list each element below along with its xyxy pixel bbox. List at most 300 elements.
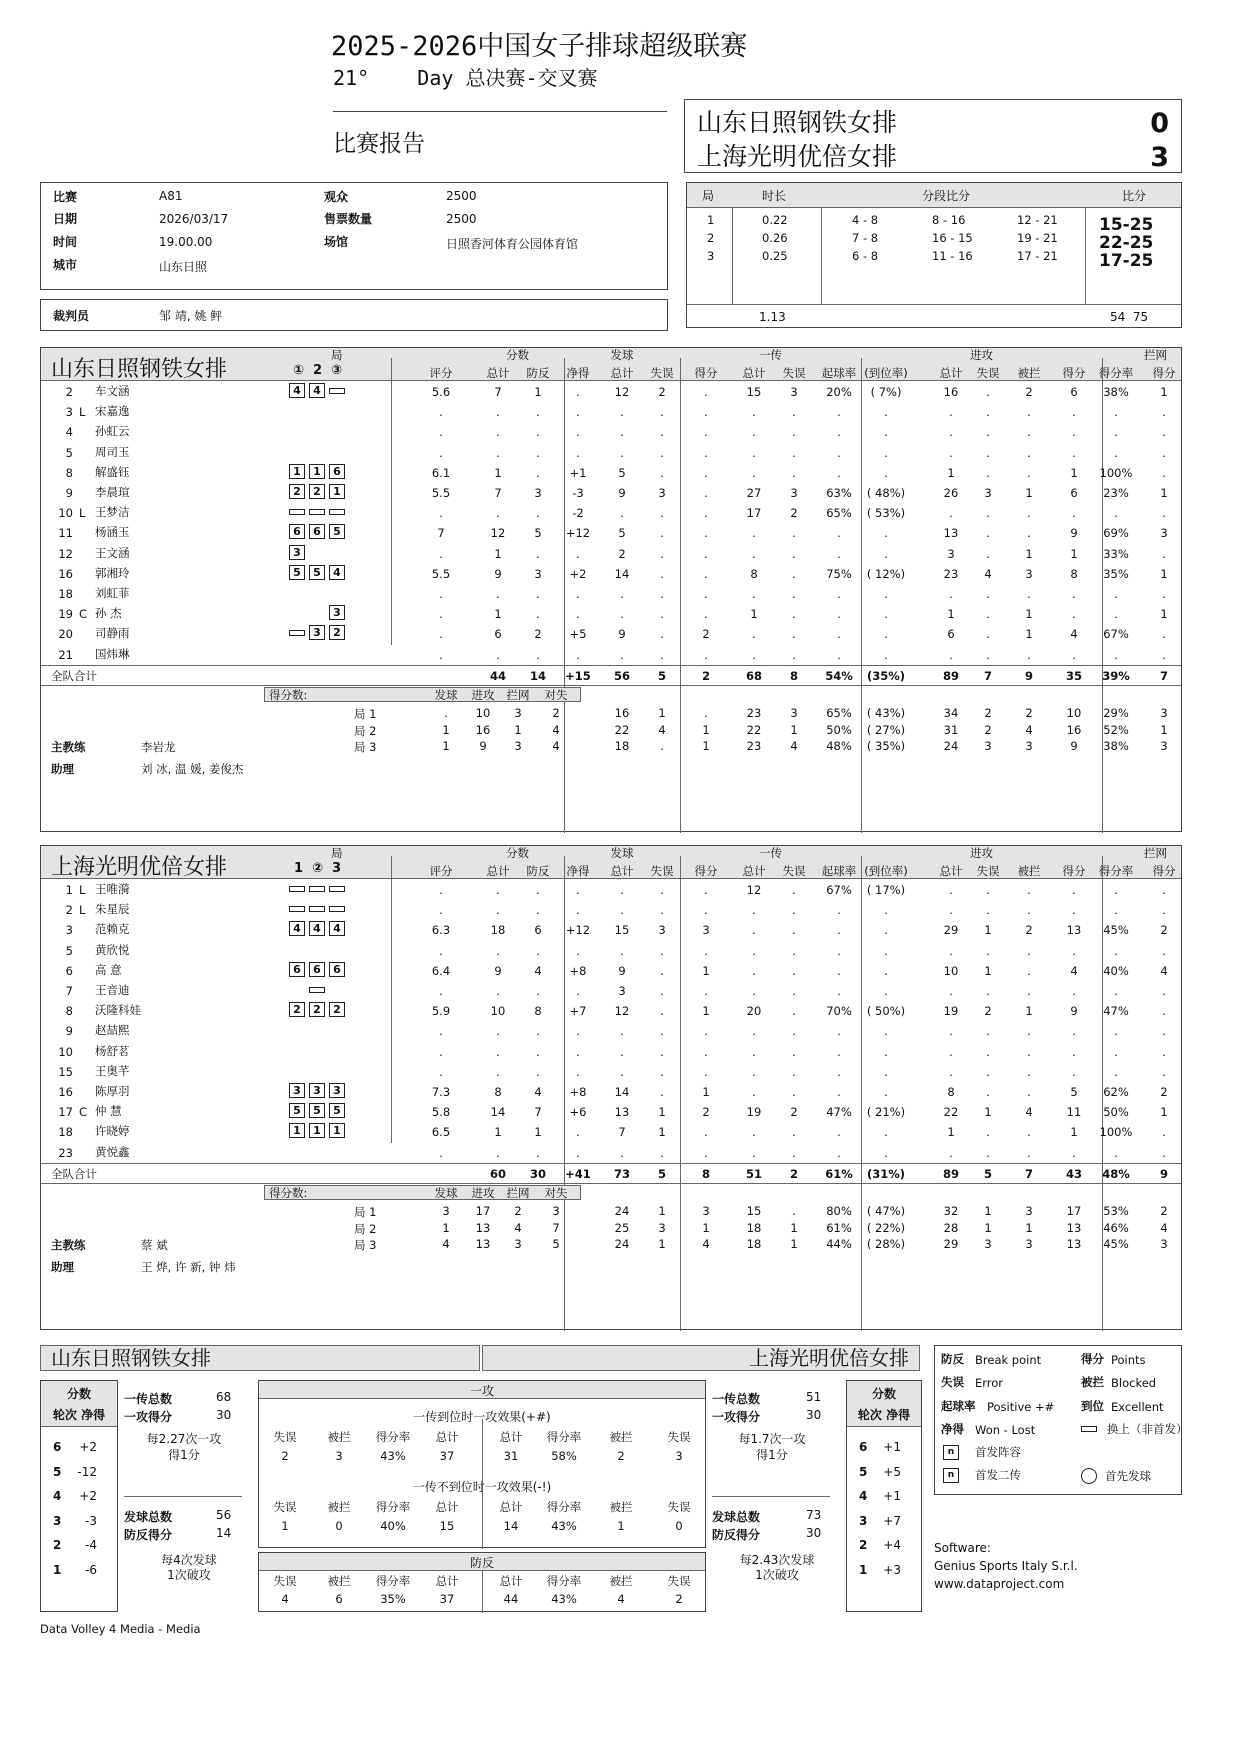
rotation-position: 2 [329,1002,345,1017]
grid-value: 4 [617,1592,625,1606]
set-scores-box [686,182,1182,328]
stat-cell: . [704,1044,708,1059]
legend-box [934,1345,1188,1495]
stat-cell: . [837,1024,841,1039]
set-stat: 1 [790,1220,798,1235]
stat-cell: . [792,1044,796,1059]
stat-cell: . [752,627,756,642]
stat-cell: 1 [702,1004,710,1019]
stat-cell: 6.5 [431,1125,451,1140]
stat-cell: . [536,1064,540,1079]
rotation-net: +1 [883,1440,901,1454]
stat-cell: . [949,506,953,521]
total-cell: 54% [825,669,853,683]
stat-cell: . [704,425,708,440]
stat-cell: 14 [614,1085,630,1099]
total-cell: 68 [745,669,762,683]
rotation-net: +3 [883,1562,901,1577]
player-rotation [289,1063,349,1078]
scoreboard [684,99,1182,173]
stat-cell: . [660,647,664,662]
stat-cell: . [660,425,664,440]
player-number: 21 [58,647,73,662]
player-number: 8 [65,465,73,480]
stat-cell: . [1027,647,1031,662]
stat-cell: . [949,984,953,998]
team-b-stats [40,845,1182,1330]
player-name: 孙虹云 [95,424,130,439]
break-title: 防反 [469,1556,494,1570]
stat-cell: . [660,546,664,561]
substitute-icon [329,886,345,892]
stat-cell: 14 [614,566,630,581]
stat-cell: . [1162,984,1166,998]
set-points: 1 [442,1220,450,1235]
stat-cell: 4 [1070,963,1078,978]
legend-exc-text: Excellent [1111,1400,1164,1414]
b-serve-note2: 1次破攻 [755,1568,799,1582]
stat-cell: +12 [565,526,591,541]
stat-cell: 22 [943,1105,959,1120]
set-partial-3: 19 - 21 [1017,231,1058,245]
team-a-stats [40,347,1182,832]
rotation-position: 2 [309,1002,325,1017]
stat-cell: . [752,1085,756,1099]
stat-cell: 1 [947,1125,955,1140]
player-number: 12 [58,546,73,561]
stat-cell: 10 [943,963,959,978]
total-cell: 7 [983,669,992,683]
first-ball-neg-title: 一传不到位时一攻效果(-!) [412,1480,552,1494]
stat-cell: 6 [1070,385,1078,399]
report-title: 2025-2026中国女子排球超级联赛 [331,31,748,62]
stat-cell: . [1027,903,1031,918]
total-cell: 61% [825,1167,853,1181]
stat-cell: . [949,903,953,918]
set-marker: ① [292,363,304,378]
player-name: 李晨瑄 [95,485,130,499]
player-rotation [289,484,349,499]
stat-cell: . [1114,405,1118,420]
rotation-number: 3 [53,1513,62,1528]
player-name: 周司玉 [95,444,130,459]
stat-cell: . [496,647,500,662]
column-header: 起球率 [821,366,857,380]
set-points: 3 [514,706,522,720]
set-points: 10 [475,706,491,720]
venue-value: 日照香河体育公园体育馆 [446,237,579,251]
grid-header: 得分率 [375,1500,411,1514]
set-partial-2: 11 - 16 [932,249,973,263]
stat-cell: . [884,587,888,601]
rotation-position: 4 [309,383,325,398]
set-stat: 28 [943,1220,959,1235]
substitute-icon [309,886,325,892]
stat-cell: 23% [1103,486,1129,500]
stat-cell: 3 [658,923,666,938]
stat-cell: 29 [943,923,959,938]
set-stat: 3 [1160,739,1168,753]
b-br-pts: 30 [806,1526,822,1540]
rotation-net: -3 [85,1513,97,1528]
stat-cell: . [1027,1085,1031,1099]
stat-cell: . [1072,1145,1076,1160]
score-group-header: 分数 [506,846,529,860]
substitute-icon [1081,1426,1097,1432]
stat-cell: +8 [569,963,587,978]
stat-cell: . [439,506,443,521]
player-name: 杨涵玉 [95,525,130,540]
player-role: L [79,506,86,521]
coach-name: 蔡 斌 [141,1238,168,1252]
stat-cell: . [1072,903,1076,918]
stat-cell: 7 [494,486,502,500]
set-points: 3 [552,1204,560,1218]
stat-cell: 3 [534,486,542,500]
fb-neg-value: 15 [439,1519,455,1533]
stat-cell: . [439,1044,443,1059]
stat-cell: 6 [947,627,955,642]
set-header: 局 [702,189,715,203]
player-rotation [289,565,349,580]
set-stat: . [660,739,664,753]
fb-pos-value: 43% [380,1449,406,1463]
stat-cell: . [1072,1044,1076,1059]
stat-cell: . [949,1024,953,1039]
total-bottom-line [41,685,1181,686]
stat-cell: . [837,627,841,642]
match-label: 比赛 [53,190,78,204]
set-stat: 3 [790,706,798,720]
legend-pts-label: 得分 [1081,1352,1104,1366]
rotation-number: 3 [859,1513,868,1528]
player-number: 17 [58,1105,73,1120]
stat-cell: 6.4 [431,963,451,978]
stat-cell: . [792,883,796,897]
stat-cell: 1 [494,465,502,480]
b-br-pts-label: 防反得分 [712,1528,761,1542]
set-stat: 1 [790,1237,798,1251]
total-cell: 60 [489,1167,506,1181]
stat-cell: . [837,923,841,938]
substitute-icon [329,906,345,912]
stat-cell: . [1072,647,1076,662]
stat-cell: . [1162,1125,1166,1140]
rotation-number: 5 [53,1464,62,1479]
player-role: C [79,1105,88,1120]
stat-cell: . [620,647,624,662]
set-stat: 3 [1025,1237,1033,1251]
stat-cell: . [660,1085,664,1099]
substitute-icon [329,509,345,515]
grid-value: 43% [551,1592,577,1606]
stat-cell: . [496,943,500,958]
set-marker: ③ [330,363,342,378]
stat-cell: . [1162,1004,1166,1019]
stat-cell: . [1072,405,1076,420]
stat-cell: 27 [746,486,762,500]
grid-header: 总计 [435,1500,459,1514]
set-duration: 0.26 [762,231,788,245]
stat-cell: 3 [618,984,626,998]
stat-cell: 2 [790,1105,798,1120]
stat-cell: . [1114,1145,1118,1160]
substitute-icon [289,630,305,636]
spectators-label: 观众 [324,190,349,204]
set-markers [289,363,346,378]
stat-cell: . [704,587,708,601]
stat-cell: . [752,943,756,958]
stat-cell: . [1072,1024,1076,1039]
column-header: 净得 [566,366,590,380]
stat-cell: . [986,405,990,420]
stat-cell: . [792,445,796,460]
rotation-position: 6 [309,524,325,539]
total-cell: 48% [1102,1167,1130,1181]
grid-header: 总计 [499,1430,523,1444]
stat-cell: . [837,1145,841,1160]
column-header: 被拦 [1017,864,1041,878]
player-name: 黄欣悦 [95,942,130,957]
fb-pos-value: 2 [617,1449,625,1463]
set-markers [289,861,346,876]
player-rotation [289,646,349,661]
stat-cell: . [837,587,841,601]
stat-cell: . [837,903,841,918]
stat-cell: 2 [534,627,542,642]
stat-cell: . [837,607,841,622]
set-points: 1 [442,722,450,737]
stat-cell: 9 [494,566,502,581]
b-fb-note1: 每1.7次一攻 [738,1432,806,1446]
stat-cell: . [986,1145,990,1160]
player-name: 范赖克 [95,922,130,937]
stat-cell: . [576,546,580,561]
title-underline [333,111,667,112]
player-rotation [289,962,349,977]
stat-cell: . [752,526,756,541]
set-duration: 0.25 [762,249,788,263]
a-recv-total: 68 [216,1390,232,1404]
stat-cell: . [1027,526,1031,541]
stat-cell: . [536,465,540,480]
stat-cell: . [752,1125,756,1140]
total-cell: 7 [1159,669,1168,683]
set-points: 2 [514,1204,522,1218]
stat-cell: 5.8 [431,1105,451,1120]
stat-cell: . [1027,963,1031,978]
player-name: 王梦洁 [95,505,130,520]
player-name: 宋嘉逸 [95,404,130,419]
stat-cell: ( 48%) [866,486,906,500]
player-number: 6 [65,963,73,978]
player-name: 沃隆科娃 [95,1003,141,1018]
rotation-number: 2 [859,1538,868,1552]
player-rotation [289,1022,349,1037]
stat-cell: . [1072,1064,1076,1079]
stat-cell: . [1162,1064,1166,1079]
set-stat: 44% [826,1237,852,1251]
stat-cell: . [704,405,708,420]
b-recv-total-label: 一传总数 [712,1392,761,1406]
legend-bp-label: 防反 [941,1352,964,1366]
stat-cell: . [837,647,841,662]
first-ball-title: 一攻 [469,1384,494,1398]
assistant-names: 王 烨, 许 新, 钟 炜 [141,1260,236,1274]
stat-cell: 14 [490,1105,506,1120]
set-number: 2 [707,231,715,245]
set-score: 15-25 [1099,215,1154,235]
stat-cell: . [496,1064,500,1079]
stat-cell: . [439,903,443,918]
set-stat: 46% [1103,1220,1129,1235]
fb-pos-value: 3 [675,1449,683,1463]
stat-cell: . [884,1125,888,1140]
stat-cell: 6 [1070,486,1078,500]
set-stat: 1 [702,722,710,737]
stat-cell: 1 [658,1105,666,1120]
total-cell: (35%) [866,669,906,683]
stat-cell: . [792,566,796,581]
player-rotation [289,625,349,640]
stat-cell: . [660,1044,664,1059]
player-number: 10 [58,1044,73,1059]
total-cell: 7 [1024,1167,1033,1181]
total-cell: 8 [701,1167,710,1181]
stat-cell: . [792,627,796,642]
set-stat: 2 [1160,1204,1168,1218]
stat-cell: 67% [826,883,852,897]
player-number: 3 [65,923,73,938]
total-points: 54 75 [1110,310,1149,324]
stat-cell: ( 7%) [870,385,902,399]
total-cell: 73 [613,1167,630,1181]
stat-cell: ( 21%) [866,1105,906,1120]
column-header: 失误 [650,366,674,380]
stat-cell: . [1027,1044,1031,1059]
legend-setter-text: 首发二传 [975,1468,1021,1482]
rotation-position: 6 [309,962,325,977]
grid-header: 总计 [499,1574,523,1588]
legend-bp-text: Break point [975,1353,1042,1367]
a-br-pts: 14 [216,1526,232,1540]
a-fb-note2: 得1分 [168,1448,200,1462]
stat-cell: . [752,923,756,938]
set-stat: 16 [1066,722,1082,737]
starter-icon: n [943,1445,959,1460]
stat-cell: 4 [534,1085,542,1099]
stat-cell: . [704,385,708,399]
stat-cell: . [496,984,500,998]
player-number: 18 [58,587,73,601]
stat-cell: . [1114,984,1118,998]
stat-cell: -3 [572,486,584,500]
stat-cell: . [660,627,664,642]
points-label: 得分数: [269,688,308,702]
player-number: 20 [58,627,73,642]
rotation-position: 5 [309,565,325,580]
stat-cell: 1 [1025,486,1033,500]
report-subtitle: 21° Day 总决赛-交叉赛 [333,66,598,90]
stat-cell: . [986,1085,990,1099]
rotation-position: 4 [329,565,345,580]
set-number: 1 [707,213,715,227]
stat-cell: . [1027,587,1031,601]
stat-cell: . [1114,587,1118,601]
set-stat: ( 43%) [866,706,906,720]
stat-cell: . [949,425,953,440]
stat-cell: . [1162,1044,1166,1059]
set-stat: 15 [746,1204,762,1218]
player-rotation [289,524,349,539]
column-header: 失误 [976,864,1000,878]
spectators-value: 2500 [446,189,477,203]
stat-cell: . [576,607,580,622]
grid-header: 被拦 [327,1574,351,1588]
rotation-position: 6 [289,524,305,539]
total-label: 全队合计 [51,1167,97,1181]
set-row-label: 局 3 [354,1238,377,1252]
set-stat: . [792,1204,796,1218]
rotation-number: 4 [859,1489,868,1503]
set-points: . [444,706,448,720]
stat-cell: . [986,1044,990,1059]
stat-cell: 5 [1070,1085,1078,1099]
stat-cell: 9 [618,963,626,978]
rotation-net: +1 [883,1489,901,1503]
points-header: 拦网 [506,688,530,702]
stat-cell: +7 [569,1004,587,1019]
set-stat: 18 [746,1220,762,1235]
stat-cell: . [536,883,540,897]
stat-cell: 1 [1025,1004,1033,1019]
set-points: 4 [442,1237,450,1251]
stat-cell: . [660,1064,664,1079]
stat-cell: 2 [702,1105,710,1120]
player-number: 11 [58,526,73,541]
stat-cell: . [576,647,580,662]
stat-cell: 1 [1160,385,1168,399]
set-stat: 24 [614,1237,630,1251]
stat-cell: . [1027,943,1031,958]
column-header: 起球率 [821,864,857,878]
set-stat: 23 [746,739,762,753]
player-number: 23 [58,1145,73,1160]
stat-cell: 2 [1160,923,1168,938]
set-stat: 24 [943,739,959,753]
column-header: 失误 [976,366,1000,380]
rotation-number: 6 [53,1440,62,1454]
total-cell: 9 [1159,1167,1168,1181]
stat-cell: . [1114,903,1118,918]
set-partial-1: 6 - 8 [852,249,879,263]
grid-header: 得分率 [546,1430,582,1444]
stat-cell: 1 [1070,1125,1078,1140]
column-header: (到位率) [864,864,908,878]
stat-cell: . [660,587,664,601]
set-stat: ( 35%) [866,739,906,753]
fb-pos-value: 2 [281,1449,289,1463]
grid-header: 被拦 [609,1574,633,1588]
stat-cell: 45% [1103,923,1129,938]
column-header: 防反 [526,864,550,878]
referee-label: 裁判员 [53,309,90,323]
rotation-b-head: 轮次 净得 [857,1408,911,1422]
rotation-net: +4 [883,1538,901,1552]
stat-cell: . [884,526,888,541]
stat-cell: +6 [569,1105,587,1120]
stat-cell: . [660,506,664,521]
